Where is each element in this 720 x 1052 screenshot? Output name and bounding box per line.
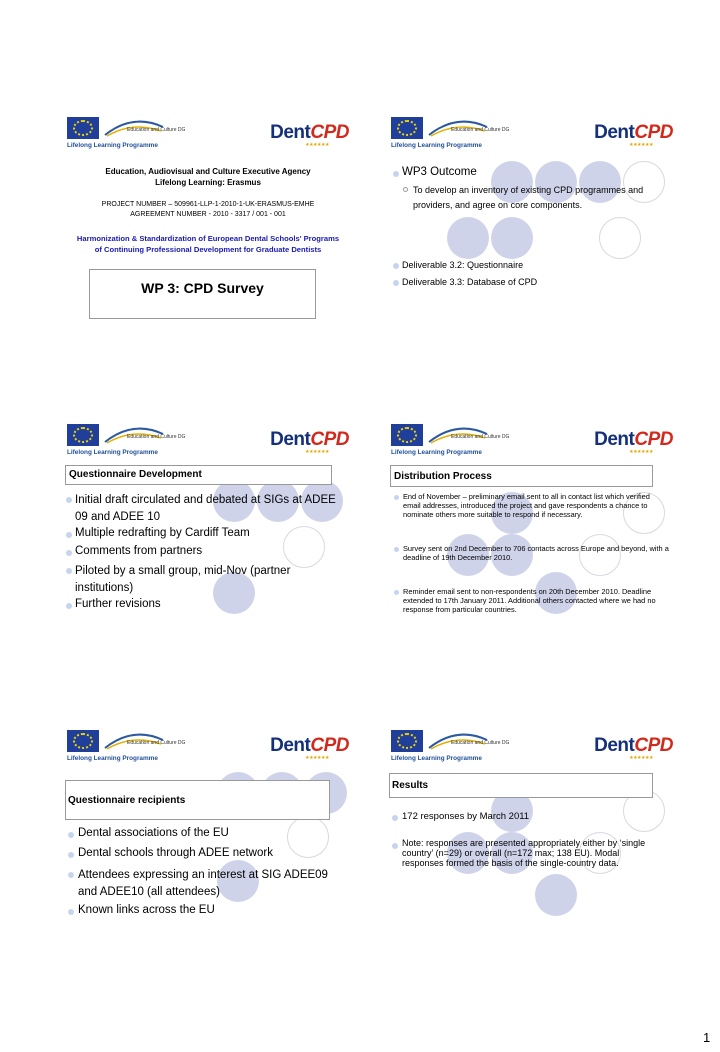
title-box	[65, 780, 330, 820]
edu-culture-text: Education and Culture DG	[127, 740, 186, 746]
list-item: End of November – preliminary email sent to all in contact list which verified email addresses, introduced the project and gave respondents a chance to nominate others more suitable to respond if necessary.	[403, 492, 650, 519]
dentcpd-logo: DentCPD	[594, 735, 673, 756]
title-box	[390, 465, 653, 487]
eu-stars-icon: ★★★★★★	[305, 449, 329, 455]
list-item: Note: responses are presented appropriately either by ‘single country’ (n=29) or overall (n=172 max; 138 EU). Modal responses formed the basis of the single-country data.	[402, 838, 646, 868]
slide-title: Questionnaire Development	[69, 469, 202, 480]
slide-title: Results	[392, 780, 429, 791]
slide-title: WP 3: CPD Survey	[141, 280, 264, 296]
wp3-heading: WP3 Outcome	[402, 166, 477, 178]
dentcpd-logo: DentCPD	[270, 122, 349, 143]
slide-title: Questionnaire recipients	[68, 795, 186, 806]
dentcpd-logo: DentCPD	[270, 735, 349, 756]
lifelong-learning-logo	[65, 728, 185, 768]
list-item: Initial draft circulated and debated at SIGs at ADEE 09 and ADEE 10	[75, 494, 336, 523]
list-item: Multiple redrafting by Cardiff Team	[75, 527, 250, 539]
slide-title: Distribution Process	[394, 471, 492, 482]
slide-6	[389, 728, 675, 936]
title-box	[89, 269, 316, 319]
list-item: Attendees expressing an interest at SIG ADEE09 and ADEE10 (all attendees)	[78, 869, 328, 898]
lifelong-text: Lifelong Learning Programme	[67, 755, 158, 762]
eu-flag-icon	[67, 730, 99, 752]
slide-1	[65, 115, 351, 323]
deliverable-item: Deliverable 3.2: Questionnaire	[402, 260, 524, 270]
list-item: Dental schools through ADEE network	[78, 847, 273, 859]
wp3-sub: To develop an inventory of existing CPD programmes and providers, and agree on core components.	[413, 185, 644, 210]
edu-culture-text: Education and Culture DG	[451, 434, 510, 440]
lifelong-text: Lifelong Learning Programme	[391, 755, 482, 762]
slide-5	[65, 728, 351, 936]
agency-line: Education, Audiovisual and Culture Executive Agency	[105, 167, 311, 176]
eu-stars-icon: ★★★★★★	[629, 449, 653, 455]
list-item: Survey sent on 2nd December to 706 contacts across Europe and beyond, with a deadline of 19th December 2010.	[403, 544, 669, 562]
harmonization-text: Harmonization & Standardization of European Dental Schools' Programs of Continuing Professional Development for Graduate Dentists	[76, 234, 340, 254]
eu-flag-icon	[391, 117, 423, 139]
lifelong-learning-logo	[389, 115, 509, 155]
dentcpd-logo: DentCPD	[594, 122, 673, 143]
eu-stars-icon: ★★★★★★	[629, 142, 653, 148]
edu-culture-text: Education and Culture DG	[451, 127, 510, 133]
eu-flag-icon	[391, 730, 423, 752]
list-item: Comments from partners	[75, 545, 203, 557]
lifelong-text: Lifelong Learning Programme	[67, 449, 158, 456]
lifelong-text: Lifelong Learning Programme	[391, 449, 482, 456]
slide-2	[389, 115, 675, 323]
lifelong-learning-logo	[65, 422, 185, 462]
list-item: Known links across the EU	[78, 904, 215, 916]
eu-flag-icon	[67, 117, 99, 139]
list-item: Piloted by a small group, mid-Nov (partner institutions)	[75, 565, 291, 594]
lifelong-learning-logo	[65, 115, 185, 155]
dentcpd-logo: DentCPD	[270, 429, 349, 450]
slide-3	[65, 422, 351, 630]
page-number: 1	[703, 1030, 711, 1045]
eu-stars-icon: ★★★★★★	[305, 755, 329, 761]
agreement-number: AGREEMENT NUMBER - 2010 - 3317 / 001 - 001	[130, 211, 286, 218]
lifelong-text: Lifelong Learning Programme	[67, 142, 158, 149]
dentcpd-logo: DentCPD	[594, 429, 673, 450]
lifelong-learning-logo	[389, 728, 509, 768]
edu-culture-text: Education and Culture DG	[451, 740, 510, 746]
slide-4	[389, 422, 675, 630]
eu-flag-icon	[391, 424, 423, 446]
list-item: Dental associations of the EU	[78, 827, 229, 839]
list-item: 172 responses by March 2011	[402, 811, 530, 822]
lifelong-learning-logo	[389, 422, 509, 462]
edu-culture-text: Education and Culture DG	[127, 434, 186, 440]
title-box	[65, 465, 332, 485]
eu-stars-icon: ★★★★★★	[629, 755, 653, 761]
erasmus-line: Lifelong Learning: Erasmus	[155, 178, 261, 187]
project-number: PROJECT NUMBER – 509961-LLP-1-2010-1-UK-ERASMUS-EMHE	[101, 201, 315, 208]
list-item: Reminder email sent to non-respondents on 20th December 2010. Deadline extended to 17th January 2011. Additional others contacted where we had no response from particular countries.	[403, 587, 656, 614]
eu-flag-icon	[67, 424, 99, 446]
list-item: Further revisions	[75, 598, 161, 610]
edu-culture-text: Education and Culture DG	[127, 127, 186, 133]
lifelong-text: Lifelong Learning Programme	[391, 142, 482, 149]
eu-stars-icon: ★★★★★★	[305, 142, 329, 148]
deliverable-item: Deliverable 3.3: Database of CPD	[402, 277, 538, 287]
title-box	[389, 773, 653, 798]
